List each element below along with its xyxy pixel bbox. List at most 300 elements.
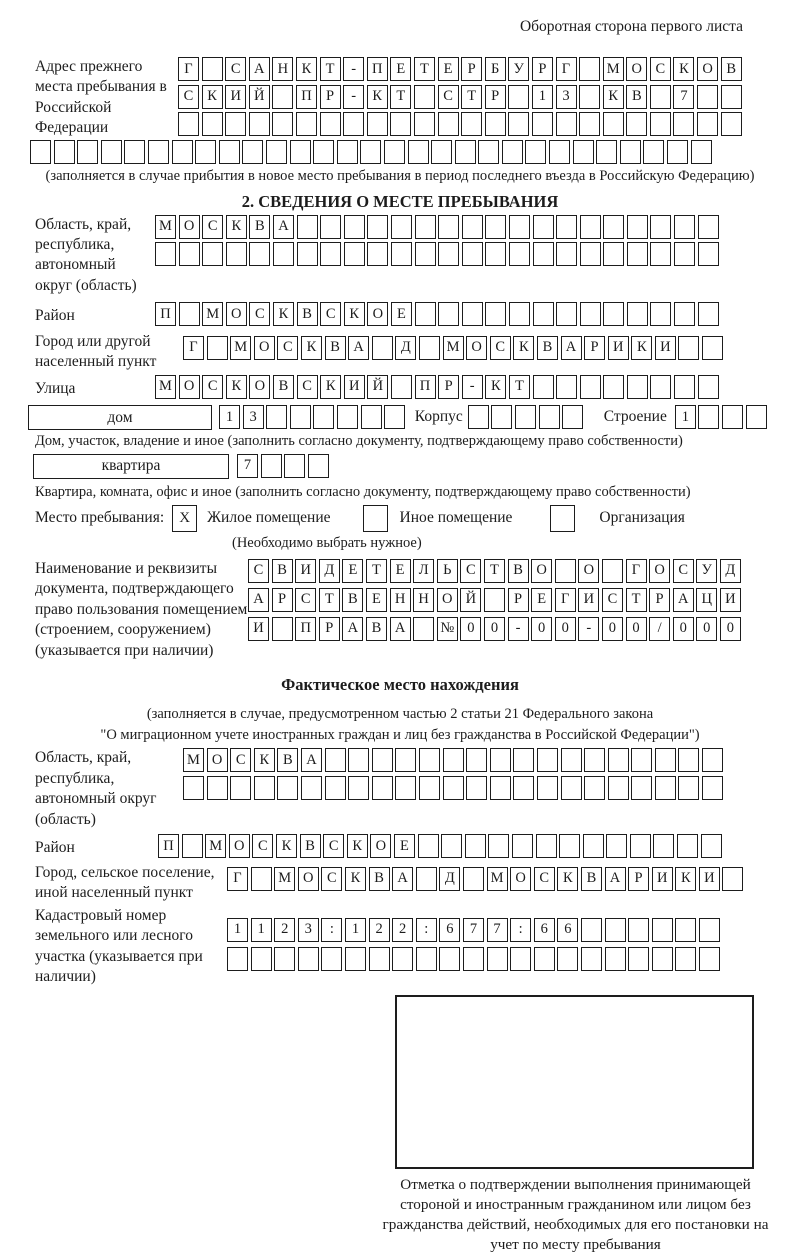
- char-cell: 7: [237, 454, 258, 478]
- char-cell: [580, 215, 601, 239]
- korpus-label: Корпус: [414, 408, 463, 426]
- char-cell: К: [273, 302, 294, 326]
- char-cell: К: [296, 57, 317, 81]
- char-cell: Р: [272, 588, 293, 612]
- char-cell: [441, 834, 462, 858]
- char-cell: А: [248, 588, 269, 612]
- street-field: [0, 375, 800, 403]
- char-cell: 7: [487, 918, 508, 942]
- char-cell: С: [249, 302, 270, 326]
- char-cell: А: [673, 588, 694, 612]
- char-cell: [580, 242, 601, 266]
- char-cell: [549, 140, 570, 164]
- char-cell: [438, 215, 459, 239]
- char-cell: [674, 242, 695, 266]
- city-field: [0, 332, 800, 373]
- char-cell: С: [202, 375, 223, 399]
- char-cell: [431, 140, 452, 164]
- char-cell: 6: [557, 918, 578, 942]
- char-cell: [438, 242, 459, 266]
- stay-type-checkbox-other-premises: [363, 505, 388, 532]
- char-cell: [699, 947, 720, 971]
- apartment-box-label: квартира: [33, 454, 229, 479]
- char-cell: [650, 375, 671, 399]
- char-cell: [510, 947, 531, 971]
- char-cell: [372, 776, 393, 800]
- char-cell: [207, 776, 228, 800]
- char-cell: [124, 140, 145, 164]
- char-cell: К: [675, 867, 696, 891]
- char-cell: П: [158, 834, 179, 858]
- char-cell: [313, 140, 334, 164]
- char-cell: С: [534, 867, 555, 891]
- char-cell: [608, 776, 629, 800]
- char-grid-row: [155, 215, 721, 239]
- char-cell: А: [392, 867, 413, 891]
- char-cell: С: [252, 834, 273, 858]
- char-cell: [596, 140, 617, 164]
- char-cell: [360, 140, 381, 164]
- char-cell: Т: [319, 588, 340, 612]
- char-cell: С: [202, 215, 223, 239]
- char-cell: [603, 302, 624, 326]
- char-cell: [348, 776, 369, 800]
- char-grid-row: [248, 588, 743, 612]
- char-cell: [230, 776, 251, 800]
- char-cell: О: [510, 867, 531, 891]
- char-cell: [308, 454, 329, 478]
- district-label: Район: [35, 307, 75, 325]
- actual-region-field: [0, 748, 800, 830]
- char-cell: О: [298, 867, 319, 891]
- char-cell: [675, 918, 696, 942]
- char-cell: [251, 867, 272, 891]
- char-cell: Т: [414, 57, 435, 81]
- char-cell: [468, 405, 489, 429]
- char-cell: [77, 140, 98, 164]
- char-grid-row: [178, 57, 744, 81]
- char-cell: М: [202, 302, 223, 326]
- char-cell: В: [369, 867, 390, 891]
- char-cell: [650, 302, 671, 326]
- char-cell: [579, 85, 600, 109]
- char-cell: К: [254, 748, 275, 772]
- char-cell: [195, 140, 216, 164]
- char-cell: [384, 405, 405, 429]
- char-cell: [202, 112, 223, 136]
- char-cell: [746, 405, 767, 429]
- char-cell: [320, 215, 341, 239]
- char-cell: М: [230, 336, 251, 360]
- char-cell: О: [649, 559, 670, 583]
- char-cell: [272, 112, 293, 136]
- char-cell: А: [342, 617, 363, 641]
- char-cell: [225, 112, 246, 136]
- char-cell: [266, 140, 287, 164]
- char-cell: [30, 140, 51, 164]
- char-cell: [273, 242, 294, 266]
- char-cell: 0: [460, 617, 481, 641]
- char-grid-row: [227, 947, 722, 971]
- char-cell: Й: [460, 588, 481, 612]
- char-cell: [630, 834, 651, 858]
- char-cell: [608, 748, 629, 772]
- char-cell: [367, 242, 388, 266]
- char-cell: О: [179, 215, 200, 239]
- char-cell: 1: [251, 918, 272, 942]
- char-cell: О: [531, 559, 552, 583]
- apartment-cells: [237, 454, 331, 478]
- char-cell: [584, 748, 605, 772]
- char-cell: О: [367, 302, 388, 326]
- char-cell: Г: [626, 559, 647, 583]
- char-cell: Г: [555, 588, 576, 612]
- char-cell: И: [248, 617, 269, 641]
- char-cell: А: [301, 748, 322, 772]
- char-cell: С: [277, 336, 298, 360]
- char-cell: С: [438, 85, 459, 109]
- char-cell: Е: [342, 559, 363, 583]
- char-cell: Р: [461, 57, 482, 81]
- char-cell: -: [343, 85, 364, 109]
- char-cell: К: [367, 85, 388, 109]
- char-cell: [391, 242, 412, 266]
- char-cell: В: [297, 302, 318, 326]
- char-cell: [419, 748, 440, 772]
- char-cell: [602, 559, 623, 583]
- char-cell: А: [348, 336, 369, 360]
- char-cell: [372, 748, 393, 772]
- char-cell: О: [626, 57, 647, 81]
- char-cell: [414, 112, 435, 136]
- char-cell: К: [631, 336, 652, 360]
- char-cell: [439, 947, 460, 971]
- char-cell: В: [626, 85, 647, 109]
- char-cell: 0: [531, 617, 552, 641]
- char-cell: [419, 336, 440, 360]
- stroenie-cells: [675, 405, 769, 429]
- char-cell: О: [437, 588, 458, 612]
- region-field: [0, 215, 800, 297]
- char-cell: [702, 336, 723, 360]
- char-cell: [414, 85, 435, 109]
- char-cell: К: [226, 215, 247, 239]
- char-cell: М: [487, 867, 508, 891]
- char-cell: [297, 242, 318, 266]
- char-cell: Б: [485, 57, 506, 81]
- char-cell: [321, 947, 342, 971]
- char-cell: [490, 748, 511, 772]
- char-cell: Т: [390, 85, 411, 109]
- district-field: [0, 302, 800, 330]
- char-cell: Е: [390, 559, 411, 583]
- char-cell: С: [460, 559, 481, 583]
- char-cell: [580, 375, 601, 399]
- char-cell: [226, 242, 247, 266]
- char-cell: Е: [394, 834, 415, 858]
- house-box-label: дом: [28, 405, 212, 430]
- char-cell: [274, 947, 295, 971]
- char-cell: В: [537, 336, 558, 360]
- char-cell: [296, 112, 317, 136]
- char-cell: Р: [628, 867, 649, 891]
- char-cell: 0: [602, 617, 623, 641]
- stamp-box: [395, 995, 754, 1169]
- char-cell: Н: [390, 588, 411, 612]
- char-cell: [650, 112, 671, 136]
- char-cell: В: [277, 748, 298, 772]
- char-cell: С: [295, 588, 316, 612]
- char-grid-row: [227, 867, 746, 891]
- char-cell: [416, 867, 437, 891]
- char-cell: :: [416, 918, 437, 942]
- char-cell: -: [343, 57, 364, 81]
- char-cell: [698, 375, 719, 399]
- char-cell: [561, 776, 582, 800]
- char-cell: [183, 776, 204, 800]
- char-cell: [455, 140, 476, 164]
- char-grid-row: [183, 776, 726, 800]
- char-cell: С: [650, 57, 671, 81]
- char-cell: [179, 242, 200, 266]
- char-cell: [675, 947, 696, 971]
- char-cell: В: [508, 559, 529, 583]
- house-cells: [219, 405, 408, 429]
- char-cell: Г: [183, 336, 204, 360]
- char-cell: [466, 748, 487, 772]
- char-cell: В: [325, 336, 346, 360]
- stay-type-label: Место пребывания:: [35, 509, 165, 527]
- char-cell: [502, 140, 523, 164]
- char-cell: [579, 112, 600, 136]
- char-cell: [390, 112, 411, 136]
- char-cell: [698, 242, 719, 266]
- char-cell: К: [320, 375, 341, 399]
- stay-type-option-other-premises: Иное помещение: [399, 509, 513, 527]
- char-cell: [227, 947, 248, 971]
- char-cell: К: [276, 834, 297, 858]
- char-cell: М: [274, 867, 295, 891]
- char-cell: [603, 215, 624, 239]
- char-cell: [391, 215, 412, 239]
- char-cell: М: [603, 57, 624, 81]
- prev-address-note: (заполняется в случае прибытия в новое место пребывания в период последнего въезда в Российскую Федерацию): [45, 168, 755, 185]
- cadastral-label: Кадастровый номер земельного или лесного участка (указывается при наличии): [35, 906, 203, 985]
- document-label: Наименование и реквизиты документа, подтверждающего право пользования помещением (строением, сооружением) (указывается при наличии): [35, 559, 248, 659]
- char-cell: Е: [531, 588, 552, 612]
- char-cell: [462, 302, 483, 326]
- char-cell: М: [183, 748, 204, 772]
- char-grid-row: [248, 559, 743, 583]
- char-cell: М: [443, 336, 464, 360]
- char-cell: Л: [413, 559, 434, 583]
- char-cell: [556, 215, 577, 239]
- stay-type-option-organization: Организация: [599, 509, 685, 527]
- char-cell: [509, 242, 530, 266]
- char-cell: [485, 242, 506, 266]
- char-cell: [721, 85, 742, 109]
- char-cell: К: [603, 85, 624, 109]
- document-field: [0, 559, 800, 661]
- stay-type-note: (Необходимо выбрать нужное): [232, 534, 422, 551]
- prev-address-label: Адрес прежнего места пребывания в Российской Федерации: [35, 58, 167, 137]
- char-cell: Т: [461, 85, 482, 109]
- region-label: Область, край, республика, автономный округ (область): [35, 215, 137, 294]
- char-cell: И: [578, 588, 599, 612]
- char-cell: [513, 748, 534, 772]
- char-cell: [699, 918, 720, 942]
- char-cell: [605, 918, 626, 942]
- apartment-row: [33, 454, 800, 479]
- char-cell: У: [508, 57, 529, 81]
- char-cell: Р: [438, 375, 459, 399]
- char-grid-row: [155, 375, 721, 399]
- char-cell: М: [155, 375, 176, 399]
- char-cell: М: [155, 215, 176, 239]
- char-cell: [284, 454, 305, 478]
- char-cell: [525, 140, 546, 164]
- char-cell: [148, 140, 169, 164]
- char-cell: [698, 405, 719, 429]
- char-cell: П: [155, 302, 176, 326]
- char-cell: [697, 112, 718, 136]
- char-cell: [392, 947, 413, 971]
- char-cell: [463, 867, 484, 891]
- char-cell: [415, 302, 436, 326]
- char-cell: И: [699, 867, 720, 891]
- char-cell: [508, 85, 529, 109]
- char-cell: 6: [439, 918, 460, 942]
- char-cell: 1: [227, 918, 248, 942]
- char-cell: [722, 867, 743, 891]
- char-cell: П: [296, 85, 317, 109]
- char-cell: [462, 215, 483, 239]
- char-cell: [419, 776, 440, 800]
- char-cell: [556, 112, 577, 136]
- char-cell: В: [272, 559, 293, 583]
- char-cell: [384, 140, 405, 164]
- char-cell: [536, 834, 557, 858]
- char-cell: 1: [532, 85, 553, 109]
- char-cell: С: [248, 559, 269, 583]
- char-cell: [369, 947, 390, 971]
- char-cell: О: [207, 748, 228, 772]
- char-cell: [484, 588, 505, 612]
- char-cell: [556, 242, 577, 266]
- char-cell: №: [437, 617, 458, 641]
- char-cell: [418, 834, 439, 858]
- prev-address-field: [0, 57, 800, 140]
- char-cell: [537, 776, 558, 800]
- char-cell: [219, 140, 240, 164]
- char-cell: Д: [395, 336, 416, 360]
- char-cell: П: [415, 375, 436, 399]
- char-cell: Е: [391, 302, 412, 326]
- char-cell: 0: [696, 617, 717, 641]
- char-cell: К: [485, 375, 506, 399]
- char-cell: И: [225, 85, 246, 109]
- char-cell: О: [370, 834, 391, 858]
- char-cell: Р: [584, 336, 605, 360]
- char-cell: [337, 405, 358, 429]
- char-cell: И: [608, 336, 629, 360]
- char-cell: О: [179, 375, 200, 399]
- char-cell: [627, 375, 648, 399]
- char-cell: К: [345, 867, 366, 891]
- char-cell: [202, 57, 223, 81]
- char-cell: [395, 748, 416, 772]
- stay-type-row: [35, 505, 800, 532]
- char-cell: [261, 454, 282, 478]
- char-cell: [583, 834, 604, 858]
- char-grid-row: [158, 834, 724, 858]
- char-cell: [277, 776, 298, 800]
- char-cell: [702, 776, 723, 800]
- char-cell: [408, 140, 429, 164]
- char-cell: Г: [227, 867, 248, 891]
- stay-type-checkbox-residential: X: [172, 505, 197, 532]
- char-cell: [443, 776, 464, 800]
- char-cell: А: [390, 617, 411, 641]
- char-cell: [573, 140, 594, 164]
- char-cell: /: [649, 617, 670, 641]
- char-cell: [367, 215, 388, 239]
- stay-type-option-residential: Жилое помещение: [207, 509, 331, 527]
- char-cell: С: [320, 302, 341, 326]
- char-cell: О: [254, 336, 275, 360]
- char-cell: Р: [319, 617, 340, 641]
- char-cell: [533, 302, 554, 326]
- char-cell: [691, 140, 712, 164]
- char-cell: [320, 112, 341, 136]
- char-cell: [628, 918, 649, 942]
- char-cell: [361, 405, 382, 429]
- char-cell: И: [295, 559, 316, 583]
- char-cell: К: [673, 57, 694, 81]
- char-cell: К: [202, 85, 223, 109]
- char-cell: А: [605, 867, 626, 891]
- char-cell: [416, 947, 437, 971]
- char-cell: [290, 140, 311, 164]
- char-cell: 0: [484, 617, 505, 641]
- char-cell: [182, 834, 203, 858]
- char-cell: [673, 112, 694, 136]
- char-cell: 1: [675, 405, 696, 429]
- char-cell: В: [300, 834, 321, 858]
- char-cell: [533, 375, 554, 399]
- char-cell: К: [347, 834, 368, 858]
- char-cell: К: [513, 336, 534, 360]
- char-cell: 2: [369, 918, 390, 942]
- char-cell: [650, 215, 671, 239]
- char-cell: -: [462, 375, 483, 399]
- char-cell: О: [578, 559, 599, 583]
- char-cell: [478, 140, 499, 164]
- char-cell: [488, 834, 509, 858]
- char-cell: [438, 112, 459, 136]
- char-cell: [533, 215, 554, 239]
- char-cell: О: [249, 375, 270, 399]
- char-cell: [313, 405, 334, 429]
- char-cell: [605, 947, 626, 971]
- char-cell: Г: [178, 57, 199, 81]
- char-cell: С: [673, 559, 694, 583]
- city-label: Город или другой населенный пункт: [35, 332, 157, 371]
- char-cell: Т: [509, 375, 530, 399]
- char-grid-row: [178, 112, 744, 136]
- char-cell: [290, 405, 311, 429]
- char-cell: [297, 215, 318, 239]
